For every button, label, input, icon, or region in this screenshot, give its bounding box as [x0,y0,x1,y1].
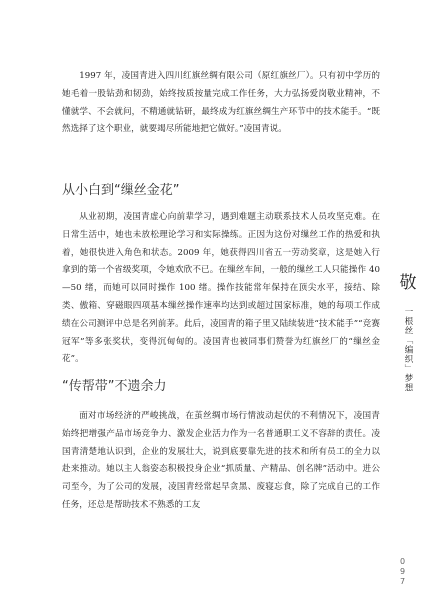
chapter-character: 敬 [399,273,417,293]
section-heading-1: 从小白到“缫丝金花” [62,183,180,198]
chapter-subtitle: 一根丝「编织」梦想 [403,307,413,393]
body-paragraph-1 [62,68,380,139]
side-running-title [393,268,423,393]
body-paragraph-3 [62,408,380,515]
section-heading-2: “传帮带”不遗余力 [62,379,167,394]
paragraph-text: 从业初期，凌国青虚心向前辈学习，遇到难题主动联系技术人员攻坚克难。在日常生活中，她也未放松理论学习和实际操练。正因为这份对缫丝工作的热爱和执着，她很快进入角色和状态。2009 年，她获得四川省五一劳动奖章，这是她入行拿到的第一个省级奖项，令她欢欣不已。在缫丝车间，一般的缫丝工人只能操作 40—50 绪，而她可以同时操作 100 绪。操作技能常年保持在顶尖水平，接结、除类、傲箱、穿磁眼四项基本缫丝操作速率均达到或超过国家标准，她的每项工作成绩在公司测评中总是名列前茅。此后，凌国青的箱子里又陆续装进“技术能手”“竞赛冠军”等多张奖状，变得沉甸甸的。凌国青也被同事们赞誉为红旗丝厂的“缫丝金花”。 [62,212,380,365]
page-number: 097 [398,557,407,587]
paragraph-text: 面对市场经济的严峻挑战，在茧丝绸市场行情波动起伏的不利情况下，凌国青始终把增强产品市场竞争力、激发企业活力作为一名普通职工义不容辞的责任。凌国青清楚地认识到，企业的发展壮大，说到底要靠先进的技术和所有员工的全力以赴来推动。她以主人翁姿态积极投身企业“抓质量、产精品、创名牌”活动中。进公司至今，为了公司的发展，凌国青经常起早贪黑、废寝忘食，除了完成自己的工作任务，还总是帮助技术不熟悉的工友 [62,411,380,510]
body-paragraph-2 [62,209,380,369]
paragraph-text: 1997 年，凌国青进入四川红旗丝绸有限公司（原红旗丝厂）。只有初中学历的她毛着一股钻劲和韧劲，始终按质按量完成工作任务，大力弘扬爱岗敬业精神，不懂就学、不会就问，不精通就钻研，最终成为红旗丝绸生产环节中的技术能手。“既然选择了这个职业，就要竭尽所能地把它做好。”凌国青说。 [62,71,380,135]
